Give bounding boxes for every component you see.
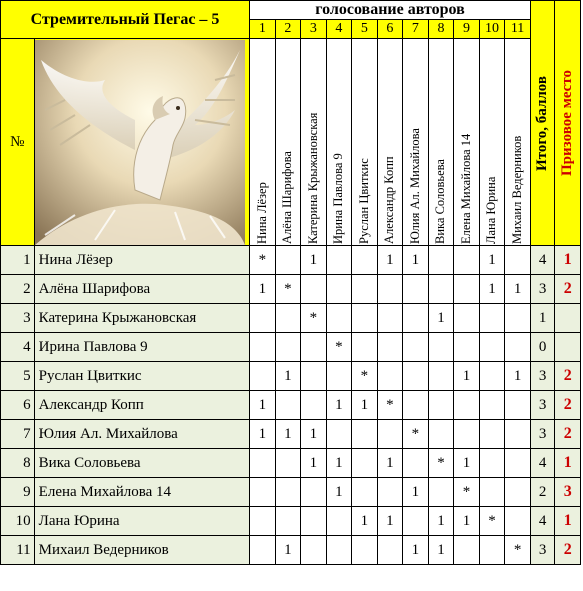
vote-cell: 1 [301,449,327,478]
vote-cell [326,275,352,304]
vote-cell [403,275,429,304]
row-number: 6 [1,391,35,420]
vote-cell [454,275,480,304]
vote-cell [403,391,429,420]
prize-place [555,333,581,362]
vote-cell: 1 [352,391,378,420]
row-number: 4 [1,333,35,362]
vote-cell [275,507,301,536]
vote-cell [377,362,403,391]
row-number: 8 [1,449,35,478]
participant-name: Михаил Ведерников [34,536,249,565]
vote-cell: 1 [377,507,403,536]
vote-cell [479,304,505,333]
vote-cell: 1 [428,536,454,565]
table-row [1,246,581,275]
prize-place: 2 [555,536,581,565]
row-number: 1 [1,246,35,275]
voter-name-header: Руслан Цвиткис [352,39,378,246]
vote-cell [352,449,378,478]
voter-number: 4 [326,20,352,39]
vote-cell [250,362,276,391]
vote-cell: * [250,246,276,275]
vote-cell [403,449,429,478]
vote-cell [428,333,454,362]
vote-cell [479,536,505,565]
vote-cell: 1 [352,507,378,536]
vote-cell [326,507,352,536]
participant-name: Вика Соловьева [34,449,249,478]
vote-cell [479,420,505,449]
vote-cell [479,333,505,362]
vote-cell: 1 [403,246,429,275]
vote-cell: 1 [301,246,327,275]
table-row [1,333,581,362]
row-number: 11 [1,536,35,565]
vote-cell: * [326,333,352,362]
row-number: 5 [1,362,35,391]
vote-cell [301,536,327,565]
voting-header: голосование авторов [250,1,531,20]
vote-cell [377,478,403,507]
vote-cell [505,420,531,449]
vote-cell [377,420,403,449]
prize-place: 1 [555,507,581,536]
table-row [1,275,581,304]
vote-cell [505,449,531,478]
total-score: 2 [530,478,554,507]
table-row [1,304,581,333]
vote-cell [301,275,327,304]
total-score: 4 [530,246,554,275]
vote-cell [250,304,276,333]
total-score: 3 [530,536,554,565]
vote-cell [377,333,403,362]
vote-cell [479,391,505,420]
vote-cell: * [479,507,505,536]
vote-cell [454,304,480,333]
total-score: 3 [530,275,554,304]
vote-cell [505,333,531,362]
table-row [1,507,581,536]
total-score: 3 [530,391,554,420]
vote-cell [454,391,480,420]
vote-cell [505,478,531,507]
vote-cell [428,246,454,275]
vote-cell [403,304,429,333]
vote-cell [250,507,276,536]
voter-number: 3 [301,20,327,39]
row-number: 9 [1,478,35,507]
participant-name: Елена Михайлова 14 [34,478,249,507]
vote-cell [377,536,403,565]
vote-cell: 1 [275,362,301,391]
vote-cell: * [505,536,531,565]
vote-cell [505,391,531,420]
table-row [1,478,581,507]
voter-number: 2 [275,20,301,39]
number-header: № [1,39,35,246]
total-score: 1 [530,304,554,333]
vote-cell [428,362,454,391]
voter-name-header: Ирина Павлова 9 [326,39,352,246]
participant-name: Ирина Павлова 9 [34,333,249,362]
vote-cell: 1 [250,391,276,420]
vote-cell [352,333,378,362]
voter-number: 5 [352,20,378,39]
prize-place: 3 [555,478,581,507]
vote-cell: 1 [326,478,352,507]
vote-cell [301,391,327,420]
row-number: 2 [1,275,35,304]
vote-cell [352,246,378,275]
vote-cell [352,420,378,449]
prize-place: 2 [555,391,581,420]
prize-place [555,304,581,333]
vote-cell [250,478,276,507]
voter-name-header: Елена Михайлова 14 [454,39,480,246]
participant-name: Александр Копп [34,391,249,420]
prize-place: 1 [555,449,581,478]
voter-name-header: Юлия Ал. Михайлова [403,39,429,246]
vote-cell [301,507,327,536]
vote-cell [479,449,505,478]
vote-cell [505,507,531,536]
vote-cell [479,478,505,507]
vote-cell [301,333,327,362]
vote-cell: 1 [428,304,454,333]
vote-cell [250,536,276,565]
vote-cell: 1 [505,362,531,391]
vote-cell: 1 [250,420,276,449]
participant-name: Катерина Крыжановская [34,304,249,333]
vote-cell [352,304,378,333]
voter-number: 11 [505,20,531,39]
vote-cell [326,246,352,275]
vote-cell: 1 [403,536,429,565]
vote-cell: 1 [479,246,505,275]
vote-cell: 1 [326,449,352,478]
voter-name-header: Лана Юрина [479,39,505,246]
vote-cell [403,333,429,362]
vote-cell [505,246,531,275]
vote-cell [326,420,352,449]
total-header: Итого, баллов [530,1,554,246]
voter-number: 7 [403,20,429,39]
voter-name-header: Нина Лёзер [250,39,276,246]
table-row [1,536,581,565]
vote-cell [352,275,378,304]
vote-cell: 1 [275,536,301,565]
vote-cell: * [403,420,429,449]
vote-cell: 1 [454,362,480,391]
vote-cell [352,536,378,565]
vote-cell [250,449,276,478]
table-row [1,391,581,420]
vote-cell: * [454,478,480,507]
pegasus-image [34,39,249,246]
vote-cell [428,420,454,449]
vote-cell [275,333,301,362]
vote-cell: 1 [301,420,327,449]
table-title: Стремительный Пегас – 5 [1,1,250,39]
participant-name: Нина Лёзер [34,246,249,275]
vote-cell: 1 [377,449,403,478]
vote-cell [479,362,505,391]
prize-place: 1 [555,246,581,275]
vote-cell: 1 [403,478,429,507]
participant-name: Юлия Ал. Михайлова [34,420,249,449]
vote-cell [454,420,480,449]
vote-cell [250,333,276,362]
vote-cell [454,536,480,565]
vote-cell [301,362,327,391]
prize-place: 2 [555,362,581,391]
vote-cell: 1 [250,275,276,304]
voter-number: 10 [479,20,505,39]
participant-name: Лана Юрина [34,507,249,536]
vote-cell [403,362,429,391]
table-row [1,362,581,391]
vote-cell [326,536,352,565]
participant-name: Алёна Шарифова [34,275,249,304]
voter-number: 1 [250,20,276,39]
voter-name-header: Александр Копп [377,39,403,246]
total-score: 4 [530,507,554,536]
vote-cell [377,275,403,304]
vote-cell [505,304,531,333]
participant-name: Руслан Цвиткис [34,362,249,391]
voter-number: 6 [377,20,403,39]
row-number: 3 [1,304,35,333]
vote-cell: 1 [377,246,403,275]
vote-cell: * [428,449,454,478]
vote-cell [275,304,301,333]
voter-number: 8 [428,20,454,39]
vote-cell [326,304,352,333]
vote-cell: * [275,275,301,304]
vote-cell [454,333,480,362]
row-number: 10 [1,507,35,536]
prize-place: 2 [555,420,581,449]
vote-cell [275,246,301,275]
voter-name-header: Вика Соловьева [428,39,454,246]
vote-cell [428,478,454,507]
vote-cell: 1 [454,449,480,478]
vote-cell: * [377,391,403,420]
vote-cell: 1 [505,275,531,304]
voter-number: 9 [454,20,480,39]
vote-cell: 1 [275,420,301,449]
vote-cell [428,391,454,420]
total-score: 3 [530,362,554,391]
vote-cell [275,391,301,420]
total-score: 3 [530,420,554,449]
table-row [1,420,581,449]
total-score: 4 [530,449,554,478]
place-header: Призовое место [555,1,581,246]
vote-cell: 1 [479,275,505,304]
vote-cell: 1 [326,391,352,420]
vote-cell [326,362,352,391]
voter-name-header: Алёна Шарифова [275,39,301,246]
vote-cell: * [301,304,327,333]
vote-cell [377,304,403,333]
row-number: 7 [1,420,35,449]
voter-name-header: Михаил Ведерников [505,39,531,246]
vote-cell [275,478,301,507]
vote-cell [352,478,378,507]
voter-name-header: Катерина Крыжановская [301,39,327,246]
prize-place: 2 [555,275,581,304]
table-row [1,449,581,478]
vote-cell [403,507,429,536]
vote-cell [275,449,301,478]
total-score: 0 [530,333,554,362]
vote-cell: 1 [428,507,454,536]
vote-cell: 1 [454,507,480,536]
vote-cell: * [352,362,378,391]
vote-cell [301,478,327,507]
vote-cell [454,246,480,275]
vote-cell [428,275,454,304]
